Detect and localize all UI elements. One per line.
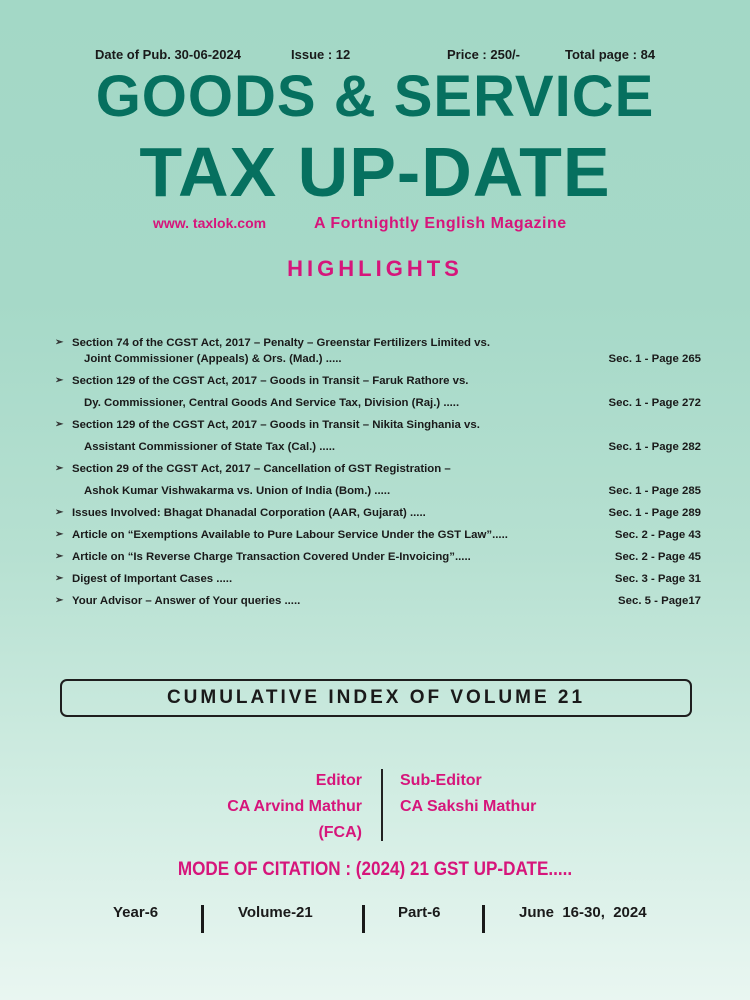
item-page-ref: Sec. 2 - Page 43 xyxy=(614,529,701,541)
masthead-title-line2: TAX UP-DATE xyxy=(139,133,611,211)
footer-divider xyxy=(201,905,204,933)
masthead-title-line1: GOODS & SERVICE xyxy=(95,64,655,129)
arrow-bullet-icon: ➢ xyxy=(55,375,64,386)
item-page-ref: Sec. 1 - Page 272 xyxy=(608,397,701,409)
list-item[interactable] xyxy=(55,572,703,594)
website-link[interactable]: www. taxlok.com xyxy=(153,215,267,231)
arrow-bullet-icon: ➢ xyxy=(55,529,64,540)
item-page-ref: Sec. 2 - Page 45 xyxy=(614,551,701,563)
sub-editor-name: CA Sakshi Mathur xyxy=(400,798,537,815)
item-title: Section 29 of the CGST Act, 2017 – Cancellation of GST Registration – xyxy=(72,463,451,475)
editors-block xyxy=(0,768,750,848)
arrow-bullet-icon: ➢ xyxy=(55,573,64,584)
item-title: Section 129 of the CGST Act, 2017 – Goods in Transit – Nikita Singhania vs. xyxy=(72,419,480,431)
editor-column xyxy=(227,768,362,846)
item-title: Your Advisor – Answer of Your queries ..... xyxy=(72,595,301,607)
item-page-ref: Sec. 1 - Page 285 xyxy=(608,485,701,497)
list-item[interactable] xyxy=(55,594,703,616)
issue-footer xyxy=(0,898,750,934)
editor-label: Editor xyxy=(315,772,362,789)
item-page-ref: Sec. 1 - Page 265 xyxy=(608,353,701,365)
item-page-ref: Sec. 1 - Page 289 xyxy=(608,507,701,519)
arrow-bullet-icon: ➢ xyxy=(55,507,64,518)
item-title-cont: Joint Commissioner (Appeals) & Ors. (Mad.) ..... xyxy=(84,353,342,365)
arrow-bullet-icon: ➢ xyxy=(55,595,64,606)
item-title: Section 74 of the CGST Act, 2017 – Penalty – Greenstar Fertilizers Limited vs. xyxy=(72,337,491,349)
highlights-heading: HIGHLIGHTS xyxy=(287,256,463,281)
sub-editor-column xyxy=(400,768,536,820)
price: Price : 250/- xyxy=(447,47,520,62)
footer-part: Part-6 xyxy=(398,904,441,921)
mode-of-citation: MODE OF CITATION : (2024) 21 GST UP-DATE..... xyxy=(177,859,573,880)
footer-divider xyxy=(362,905,365,933)
list-item[interactable] xyxy=(55,462,703,506)
footer-date: June 16-30, 2024 xyxy=(519,904,647,921)
item-title-cont: Dy. Commissioner, Central Goods And Service Tax, Division (Raj.) ..... xyxy=(84,397,460,409)
cumulative-index-banner: CUMULATIVE INDEX OF VOLUME 21 xyxy=(60,679,692,717)
item-title-cont: Assistant Commissioner of State Tax (Cal.) ..... xyxy=(84,441,336,453)
item-page-ref: Sec. 5 - Page17 xyxy=(618,595,701,607)
item-title: Issues Involved: Bhagat Dhanadal Corporation (AAR, Gujarat) ..... xyxy=(72,507,426,519)
date-of-pub: Date of Pub. 30-06-2024 xyxy=(95,47,241,62)
item-page-ref: Sec. 1 - Page 282 xyxy=(608,441,701,453)
footer-volume: Volume-21 xyxy=(238,904,313,921)
arrow-bullet-icon: ➢ xyxy=(55,551,64,562)
issue-number: Issue : 12 xyxy=(291,47,351,62)
list-item[interactable] xyxy=(55,506,703,528)
list-item[interactable] xyxy=(55,336,703,374)
item-title: Article on “Is Reverse Charge Transaction Covered Under E-Invoicing”..... xyxy=(72,551,471,563)
list-item[interactable] xyxy=(55,528,703,550)
item-title: Section 129 of the CGST Act, 2017 – Goods in Transit – Faruk Rathore vs. xyxy=(72,375,469,387)
item-page-ref: Sec. 3 - Page 31 xyxy=(614,573,701,585)
sub-editor-label: Sub-Editor xyxy=(400,772,482,789)
editor-credential: (FCA) xyxy=(318,824,362,841)
footer-divider xyxy=(482,905,485,933)
arrow-bullet-icon: ➢ xyxy=(55,337,64,348)
item-title: Digest of Important Cases ..... xyxy=(72,573,233,585)
footer-year: Year-6 xyxy=(113,904,159,921)
tagline: A Fortnightly English Magazine xyxy=(314,215,567,232)
editor-name: CA Arvind Mathur xyxy=(227,798,362,815)
list-item[interactable] xyxy=(55,374,703,418)
item-title: Article on “Exemptions Available to Pure Labour Service Under the GST Law”..... xyxy=(72,529,508,541)
list-item[interactable] xyxy=(55,418,703,462)
total-pages: Total page : 84 xyxy=(565,47,656,62)
arrow-bullet-icon: ➢ xyxy=(55,419,64,430)
item-title-cont: Ashok Kumar Vishwakarma vs. Union of India (Bom.) ..... xyxy=(84,485,391,497)
list-item[interactable] xyxy=(55,550,703,572)
editors-divider xyxy=(381,769,383,841)
highlights-list xyxy=(55,336,703,616)
arrow-bullet-icon: ➢ xyxy=(55,463,64,474)
